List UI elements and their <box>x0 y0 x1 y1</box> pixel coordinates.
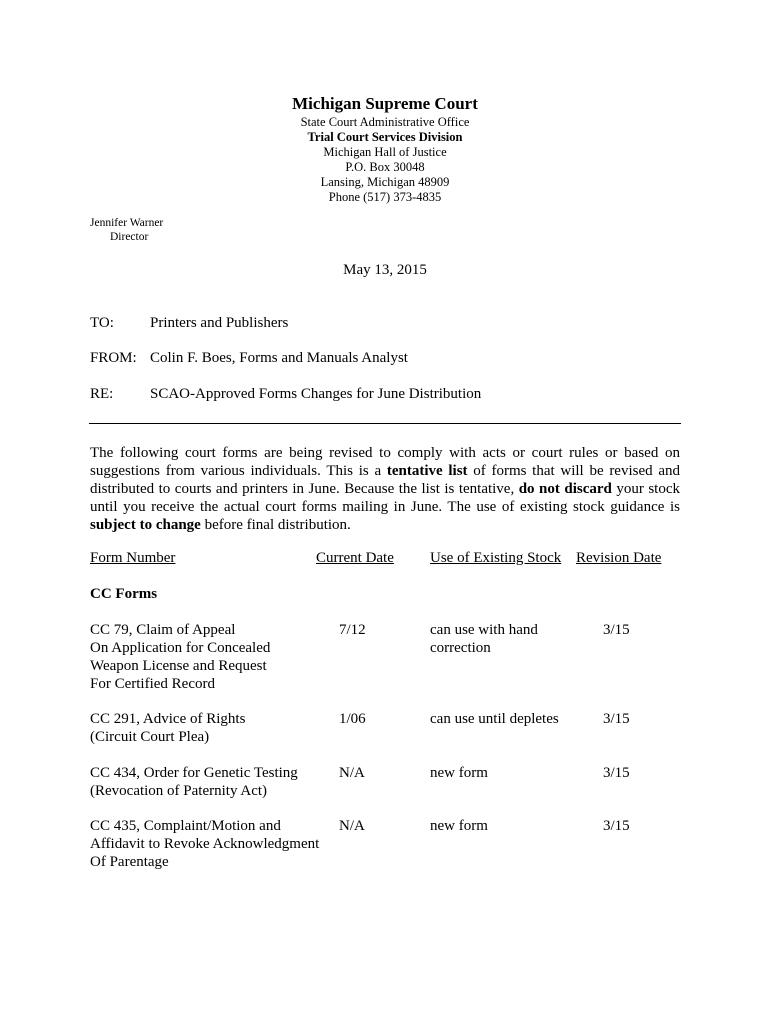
table-row-use: can use with hand correction <box>430 622 538 656</box>
to-value: Printers and Publishers <box>150 315 289 331</box>
court-name: Michigan Supreme Court <box>292 94 478 113</box>
table-row-revision: 3/15 <box>603 711 630 727</box>
to-label: TO: <box>90 315 114 331</box>
intro-paragraph: The following court forms are being revised to comply with acts or court rules or based on suggestions from various individuals. This is a tentative list of forms that will be revised and distributed to courts and printers in June. Because the list is tentative, do not discard your stock until you receive the actual court forms mailing in June. The use of existing stock guidance is subject to change before final distribution. <box>90 445 681 533</box>
table-row-use: new form <box>430 765 488 781</box>
from-label: FROM: <box>90 350 137 366</box>
header-form-number: Form Number <box>90 550 176 566</box>
table-row-form: CC 79, Claim of Appeal On Application for Concealed Weapon License and Request For Certified Record <box>90 622 271 692</box>
table-row-form: CC 434, Order for Genetic Testing (Revocation of Paternity Act) <box>90 765 298 799</box>
emphasis-tentative-list: tentative list <box>386 463 468 479</box>
emphasis-subject-to-change: subject to change <box>90 517 201 533</box>
table-row-revision: 3/15 <box>603 818 630 834</box>
table-row-revision: 3/15 <box>603 622 630 638</box>
re-label: RE: <box>90 386 114 402</box>
from-value: Colin F. Boes, Forms and Manuals Analyst <box>150 350 408 366</box>
table-row-form: CC 435, Complaint/Motion and Affidavit to Revoke Acknowledgment Of Parentage <box>90 818 320 870</box>
division-name: Trial Court Services Division <box>307 130 463 144</box>
table-row-current: 1/06 <box>339 711 366 727</box>
section-title: CC Forms <box>90 586 158 602</box>
po-box: P.O. Box 30048 <box>345 160 425 174</box>
header-revision-date: Revision Date <box>576 550 662 566</box>
memo-date: May 13, 2015 <box>343 262 427 278</box>
header-divider <box>89 423 681 424</box>
director-title: Director <box>110 231 149 243</box>
building-name: Michigan Hall of Justice <box>323 145 447 159</box>
table-row-current: 7/12 <box>339 622 366 638</box>
office-name: State Court Administrative Office <box>300 115 470 129</box>
header-current-date: Current Date <box>316 550 394 566</box>
phone-number: Phone (517) 373-4835 <box>328 190 442 204</box>
table-row-use: new form <box>430 818 488 834</box>
table-row-current: N/A <box>339 818 365 834</box>
re-value: SCAO-Approved Forms Changes for June Distribution <box>150 386 482 402</box>
header-use-stock: Use of Existing Stock <box>430 550 562 566</box>
table-row-form: CC 291, Advice of Rights (Circuit Court Plea) <box>90 711 246 745</box>
emphasis-do-not-discard: do not discard <box>518 481 612 497</box>
director-name: Jennifer Warner <box>90 217 164 229</box>
table-row-use: can use until depletes <box>430 711 559 727</box>
city-address: Lansing, Michigan 48909 <box>320 175 450 189</box>
table-row-current: N/A <box>339 765 365 781</box>
table-row-revision: 3/15 <box>603 765 630 781</box>
